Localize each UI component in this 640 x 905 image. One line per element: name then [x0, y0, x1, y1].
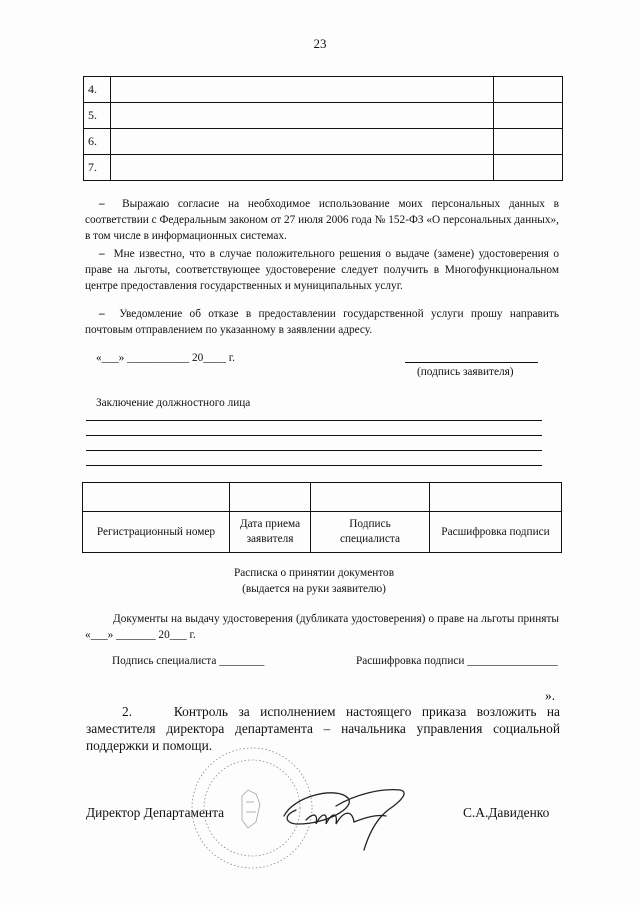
applicant-signature-label: (подпись заявителя) [417, 366, 514, 378]
column-header: Дата приема заявителя [230, 512, 311, 553]
official-conclusion-label: Заключение должностного лица [96, 397, 251, 409]
receipt-text: Документы на выдачу удостоверения (дубликата удостоверения) о праве на льготы приняты «___» _______ 20___ г. [85, 613, 559, 641]
date-line: «___» ___________ 20____ г. [96, 352, 235, 364]
conclusion-line [86, 465, 542, 466]
numbered-rows-table [83, 76, 563, 181]
signatory-title: Директор Департамента [86, 805, 225, 820]
receipt-subtitle: (выдается на руки заявителю) [242, 583, 386, 595]
table-cell [111, 77, 494, 103]
table-row [84, 103, 563, 129]
conclusion-line [86, 435, 542, 436]
page-number: 23 [313, 36, 327, 51]
table-cell [494, 129, 563, 155]
receipt-title: Расписка о принятии документов [233, 567, 395, 579]
column-header: Подпись специалиста [311, 512, 430, 553]
consent-paragraph [85, 246, 559, 294]
table-row [83, 483, 562, 512]
column-header: Регистрационный номер [83, 512, 230, 553]
order-item-number: 2. [122, 704, 133, 719]
receipt-text-block [85, 611, 559, 643]
signatory-name: С.А.Давиденко [463, 805, 550, 820]
row-number: 4. [84, 77, 111, 103]
table-row [84, 155, 563, 181]
table-cell [311, 483, 430, 512]
conclusion-line [86, 420, 542, 421]
table-cell [83, 483, 230, 512]
table-cell [111, 155, 494, 181]
table-row [84, 129, 563, 155]
paragraph-text: Уведомление об отказе в предоставлении государственной услуги прошу направить почтовым отправлением по указанному в заявлении адресу. [85, 308, 559, 336]
table-row [83, 512, 562, 553]
paragraph-text: Выражаю согласие на необходимое использование моих персональных данных в соответствии с Федеральным законом от 27 июля 2006 года № 152-ФЗ «О персональных данных», в том числе в информационных системах. [85, 198, 559, 242]
table-cell [111, 103, 494, 129]
consent-paragraph [85, 196, 559, 244]
signature-line [405, 362, 538, 363]
bullet-mark: – [99, 308, 105, 320]
table-cell [230, 483, 311, 512]
consent-paragraph [85, 306, 559, 338]
registration-table [82, 482, 562, 553]
bullet-mark: – [99, 248, 105, 260]
table-cell [430, 483, 562, 512]
specialist-signature: Подпись специалиста ________ [112, 655, 265, 667]
row-number: 6. [84, 129, 111, 155]
table-cell [494, 155, 563, 181]
table-cell [111, 129, 494, 155]
bullet-mark: – [99, 198, 105, 210]
table-cell [494, 103, 563, 129]
row-number: 5. [84, 103, 111, 129]
column-header: Расшифровка подписи [430, 512, 562, 553]
closing-quote: ». [545, 688, 556, 703]
signature-decoding: Расшифровка подписи ________________ [356, 655, 558, 667]
conclusion-line [86, 450, 542, 451]
row-number: 7. [84, 155, 111, 181]
table-row [84, 77, 563, 103]
order-item-text: Контроль за исполнением настоящего приказа возложить на заместителя директора департамента – начальника управления социальной поддержки и помощи. [86, 704, 560, 753]
paragraph-text: Мне известно, что в случае положительного решения о выдаче (замене) удостоверения о праве на льготы, соответствующее удостоверение следует получить в Многофункциональном центре предоставления государственных и муниципальных услуг. [85, 248, 559, 292]
table-cell [494, 77, 563, 103]
